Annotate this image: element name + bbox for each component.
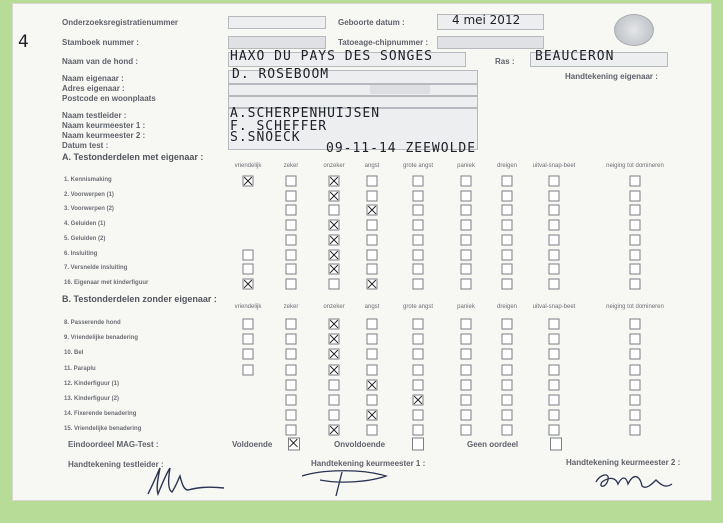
answer-checkbox[interactable] — [549, 425, 560, 436]
answer-checkbox[interactable] — [549, 379, 560, 390]
answer-checkbox[interactable] — [413, 364, 424, 375]
answer-checkbox[interactable] — [329, 234, 340, 245]
page-number: 4 — [18, 32, 30, 52]
row-label: 1. Kennismaking — [64, 177, 112, 183]
geboorte-label: Geboorte datum : — [338, 18, 405, 27]
answer-checkbox[interactable] — [502, 220, 513, 231]
answer-checkbox[interactable] — [461, 410, 472, 421]
answer-checkbox[interactable] — [329, 395, 340, 406]
row-label: 14. Fixerende benadering — [64, 411, 137, 418]
answer-checkbox[interactable] — [286, 176, 297, 187]
answer-checkbox[interactable] — [243, 364, 254, 375]
answer-checkbox[interactable] — [630, 364, 641, 375]
answer-checkbox[interactable] — [329, 334, 340, 345]
answer-checkbox[interactable] — [367, 278, 378, 289]
keurmeester2-label: Naam keurmeester 2 : — [62, 131, 146, 140]
answer-checkbox[interactable] — [243, 264, 254, 275]
row-label: 5. Geluiden (2) — [64, 235, 106, 242]
answer-checkbox[interactable] — [502, 278, 513, 289]
eigenaar-label: Naam eigenaar : — [62, 74, 124, 83]
answer-checkbox[interactable] — [502, 395, 513, 406]
onderzoek-label: Onderzoeksregistratienummer — [62, 18, 179, 27]
answer-checkbox[interactable] — [630, 190, 641, 201]
column-header: dreigen — [496, 304, 518, 310]
answer-checkbox[interactable] — [367, 349, 378, 360]
datum-label: Datum test : — [62, 141, 109, 150]
section-a-title: A. Testonderdelen met eigenaar : — [62, 152, 204, 162]
voldoende-label: Voldoende — [232, 440, 273, 449]
answer-checkbox[interactable] — [413, 234, 424, 245]
answer-checkbox[interactable] — [502, 264, 513, 275]
column-header: uitval-snap-beet — [532, 163, 576, 169]
tatoeage-field — [437, 36, 544, 49]
geen-oordeel-checkbox[interactable] — [550, 438, 562, 451]
column-header: onzeker — [323, 304, 345, 310]
row-label: 10. Bel — [64, 350, 84, 357]
answer-checkbox[interactable] — [461, 364, 472, 375]
answer-checkbox[interactable] — [461, 349, 472, 360]
handtekening-keurmeester1-label: Handtekening keurmeester 1 : — [311, 459, 426, 468]
stamboek-label: Stamboek nummer : — [62, 38, 139, 47]
answer-checkbox[interactable] — [329, 349, 340, 360]
answer-checkbox[interactable] — [286, 190, 297, 201]
answer-checkbox[interactable] — [367, 319, 378, 330]
answer-checkbox[interactable] — [461, 334, 472, 345]
row-label: 13. Kinderfiguur (2) — [64, 396, 120, 402]
row-label: 2. Voorwerpen (1) — [64, 191, 114, 198]
answer-checkbox[interactable] — [630, 176, 641, 187]
answer-checkbox[interactable] — [461, 425, 472, 436]
answer-checkbox[interactable] — [502, 234, 513, 245]
column-header: neiging tot domineren — [606, 304, 664, 310]
answer-checkbox[interactable] — [329, 425, 340, 436]
answer-checkbox[interactable] — [286, 278, 297, 289]
answer-checkbox[interactable] — [630, 220, 641, 231]
answer-checkbox[interactable] — [549, 264, 560, 275]
keurmeester1-signature — [290, 462, 400, 500]
answer-checkbox[interactable] — [413, 249, 424, 260]
answer-checkbox[interactable] — [630, 349, 641, 360]
answer-checkbox[interactable] — [413, 379, 424, 390]
answer-checkbox[interactable] — [243, 319, 254, 330]
testleider-label: Naam testleider : — [62, 111, 127, 120]
adres-field — [228, 84, 478, 96]
answer-checkbox[interactable] — [286, 425, 297, 436]
answer-checkbox[interactable] — [502, 364, 513, 375]
answer-checkbox[interactable] — [286, 410, 297, 421]
answer-checkbox[interactable] — [630, 379, 641, 390]
adres-label: Adres eigenaar : — [62, 84, 125, 93]
answer-checkbox[interactable] — [549, 319, 560, 330]
answer-checkbox[interactable] — [329, 220, 340, 231]
answer-checkbox[interactable] — [549, 190, 560, 201]
answer-checkbox[interactable] — [329, 364, 340, 375]
section-b-title: B. Testonderdelen zonder eigenaar : — [62, 294, 217, 304]
answer-checkbox[interactable] — [502, 349, 513, 360]
answer-checkbox[interactable] — [630, 334, 641, 345]
voldoende-checkbox[interactable] — [288, 438, 300, 451]
answer-checkbox[interactable] — [243, 334, 254, 345]
answer-checkbox[interactable] — [367, 379, 378, 390]
ras-value: BEAUCERON — [535, 49, 615, 64]
column-header: zeker — [283, 163, 299, 169]
answer-checkbox[interactable] — [286, 379, 297, 390]
answer-checkbox[interactable] — [286, 205, 297, 216]
answer-checkbox[interactable] — [286, 364, 297, 375]
answer-checkbox[interactable] — [367, 264, 378, 275]
answer-checkbox[interactable] — [630, 425, 641, 436]
answer-checkbox[interactable] — [367, 425, 378, 436]
answer-checkbox[interactable] — [286, 349, 297, 360]
adres-redaction — [370, 85, 430, 94]
answer-checkbox[interactable] — [413, 410, 424, 421]
answer-checkbox[interactable] — [461, 176, 472, 187]
column-header: grote angst — [402, 304, 434, 310]
club-seal-icon — [614, 14, 654, 46]
column-header: angst — [364, 304, 380, 310]
answer-checkbox[interactable] — [413, 176, 424, 187]
answer-checkbox[interactable] — [549, 176, 560, 187]
answer-checkbox[interactable] — [502, 334, 513, 345]
answer-checkbox[interactable] — [461, 234, 472, 245]
answer-checkbox[interactable] — [502, 410, 513, 421]
answer-checkbox[interactable] — [329, 379, 340, 390]
row-label: 15. Vriendelijke benadering — [64, 426, 142, 433]
column-header: vriendelijk — [234, 163, 262, 169]
column-header: paniek — [457, 304, 475, 310]
answer-checkbox[interactable] — [413, 190, 424, 201]
row-label: 8. Passerende hond — [64, 320, 121, 326]
answer-checkbox[interactable] — [413, 205, 424, 216]
column-header: uitval-snap-beet — [532, 304, 576, 310]
answer-checkbox[interactable] — [286, 319, 297, 330]
answer-checkbox[interactable] — [630, 278, 641, 289]
row-label: 16. Eigenaar met kinderfiguur — [64, 279, 149, 286]
answer-checkbox[interactable] — [329, 249, 340, 260]
answer-checkbox[interactable] — [461, 278, 472, 289]
tatoeage-label: Tatoeage-chipnummer : — [338, 38, 429, 47]
eigenaar-value: D. ROSEBOOM — [232, 67, 330, 82]
answer-checkbox[interactable] — [243, 278, 254, 289]
answer-checkbox[interactable] — [413, 395, 424, 406]
row-label: 3. Voorwerpen (2) — [64, 206, 114, 213]
answer-checkbox[interactable] — [413, 278, 424, 289]
answer-checkbox[interactable] — [461, 395, 472, 406]
answer-checkbox[interactable] — [461, 220, 472, 231]
answer-checkbox[interactable] — [549, 349, 560, 360]
answer-checkbox[interactable] — [549, 220, 560, 231]
keurmeester2-value: S.SNOECK — [230, 130, 301, 145]
column-header: vriendelijk — [234, 304, 262, 310]
answer-checkbox[interactable] — [367, 190, 378, 201]
geen-oordeel-label: Geen oordeel — [467, 440, 519, 449]
row-label: 4. Geluiden (1) — [64, 221, 106, 228]
answer-checkbox[interactable] — [549, 334, 560, 345]
answer-checkbox[interactable] — [286, 249, 297, 260]
answer-checkbox[interactable] — [413, 319, 424, 330]
answer-checkbox[interactable] — [502, 425, 513, 436]
answer-checkbox[interactable] — [367, 220, 378, 231]
answer-checkbox[interactable] — [549, 249, 560, 260]
row-label: 9. Vriendelijke benadering — [64, 335, 139, 342]
answer-checkbox[interactable] — [630, 410, 641, 421]
answer-checkbox[interactable] — [243, 349, 254, 360]
answer-checkbox[interactable] — [549, 410, 560, 421]
keurmeester1-value: F. SCHEFFER — [230, 119, 328, 134]
row-label: 7. Versnelde insluiting — [64, 265, 128, 272]
answer-checkbox[interactable] — [630, 264, 641, 275]
answer-checkbox[interactable] — [286, 234, 297, 245]
postcode-label: Postcode en woonplaats — [62, 94, 156, 103]
answer-checkbox[interactable] — [329, 319, 340, 330]
answer-checkbox[interactable] — [413, 425, 424, 436]
answer-checkbox[interactable] — [461, 319, 472, 330]
answer-checkbox[interactable] — [367, 205, 378, 216]
datum-value: 09-11-14 ZEEWOLDE — [326, 141, 477, 156]
answer-checkbox[interactable] — [502, 319, 513, 330]
column-header: dreigen — [496, 163, 518, 169]
answer-checkbox[interactable] — [502, 205, 513, 216]
answer-checkbox[interactable] — [549, 395, 560, 406]
answer-checkbox[interactable] — [286, 264, 297, 275]
testleider-signature — [140, 462, 230, 500]
answer-checkbox[interactable] — [329, 410, 340, 421]
answer-checkbox[interactable] — [329, 205, 340, 216]
answer-checkbox[interactable] — [413, 334, 424, 345]
answer-checkbox[interactable] — [549, 205, 560, 216]
ras-label: Ras : — [495, 57, 515, 66]
answer-checkbox[interactable] — [329, 176, 340, 187]
onvoldoende-label: Onvoldoende — [334, 440, 386, 449]
answer-checkbox[interactable] — [549, 234, 560, 245]
column-header: angst — [364, 163, 380, 169]
answer-checkbox[interactable] — [413, 220, 424, 231]
naam-hond-value: HAXO DU PAYS DES SONGES — [230, 49, 434, 64]
answer-checkbox[interactable] — [630, 395, 641, 406]
answer-checkbox[interactable] — [329, 278, 340, 289]
column-header: neiging tot domineren — [606, 163, 664, 169]
naam-hond-label: Naam van de hond : — [62, 57, 139, 66]
answer-checkbox[interactable] — [461, 264, 472, 275]
row-label: 12. Kinderfiguur (1) — [64, 380, 120, 387]
keurmeester1-label: Naam keurmeester 1 : — [62, 121, 146, 130]
answer-checkbox[interactable] — [286, 220, 297, 231]
answer-checkbox[interactable] — [502, 190, 513, 201]
answer-checkbox[interactable] — [367, 395, 378, 406]
answer-checkbox[interactable] — [461, 249, 472, 260]
answer-checkbox[interactable] — [243, 249, 254, 260]
answer-checkbox[interactable] — [413, 264, 424, 275]
handtekening-keurmeester2-label: Handtekening keurmeester 2 : — [566, 458, 681, 467]
column-header: grote angst — [402, 163, 434, 169]
answer-checkbox[interactable] — [413, 349, 424, 360]
onvoldoende-checkbox[interactable] — [412, 438, 424, 451]
answer-checkbox[interactable] — [367, 249, 378, 260]
column-header: paniek — [457, 163, 475, 169]
answer-checkbox[interactable] — [461, 190, 472, 201]
answer-checkbox[interactable] — [549, 278, 560, 289]
final-verdict-title: Eindoordeel MAG-Test : — [68, 440, 159, 449]
answer-checkbox[interactable] — [367, 334, 378, 345]
column-header: zeker — [283, 304, 299, 310]
answer-checkbox[interactable] — [367, 234, 378, 245]
answer-checkbox[interactable] — [286, 395, 297, 406]
handtekening-testleider-label: Handtekening testleider : — [68, 460, 164, 469]
answer-checkbox[interactable] — [367, 176, 378, 187]
onderzoek-field — [228, 16, 326, 29]
keurmeester2-signature — [590, 462, 680, 498]
answer-checkbox[interactable] — [461, 205, 472, 216]
row-label: 11. Paraplu — [64, 365, 96, 372]
answer-checkbox[interactable] — [461, 379, 472, 390]
geboorte-value: 4 mei 2012 — [452, 13, 521, 27]
answer-checkbox[interactable] — [502, 249, 513, 260]
column-header: onzeker — [323, 163, 345, 169]
answer-checkbox[interactable] — [367, 364, 378, 375]
answer-checkbox[interactable] — [630, 205, 641, 216]
answer-checkbox[interactable] — [329, 264, 340, 275]
answer-checkbox[interactable] — [630, 319, 641, 330]
row-label: 6. Insluiting — [64, 250, 98, 257]
handtekening-eigenaar-label: Handtekening eigenaar : — [565, 72, 658, 81]
answer-checkbox[interactable] — [549, 364, 560, 375]
answer-checkbox[interactable] — [630, 234, 641, 245]
answer-checkbox[interactable] — [286, 334, 297, 345]
answer-checkbox[interactable] — [502, 379, 513, 390]
stamboek-field — [228, 36, 326, 49]
answer-checkbox[interactable] — [367, 410, 378, 421]
answer-checkbox[interactable] — [630, 249, 641, 260]
answer-checkbox[interactable] — [243, 176, 254, 187]
answer-checkbox[interactable] — [502, 176, 513, 187]
answer-checkbox[interactable] — [329, 190, 340, 201]
testleider-value: A.SCHERPENHUIJSEN — [230, 106, 381, 121]
